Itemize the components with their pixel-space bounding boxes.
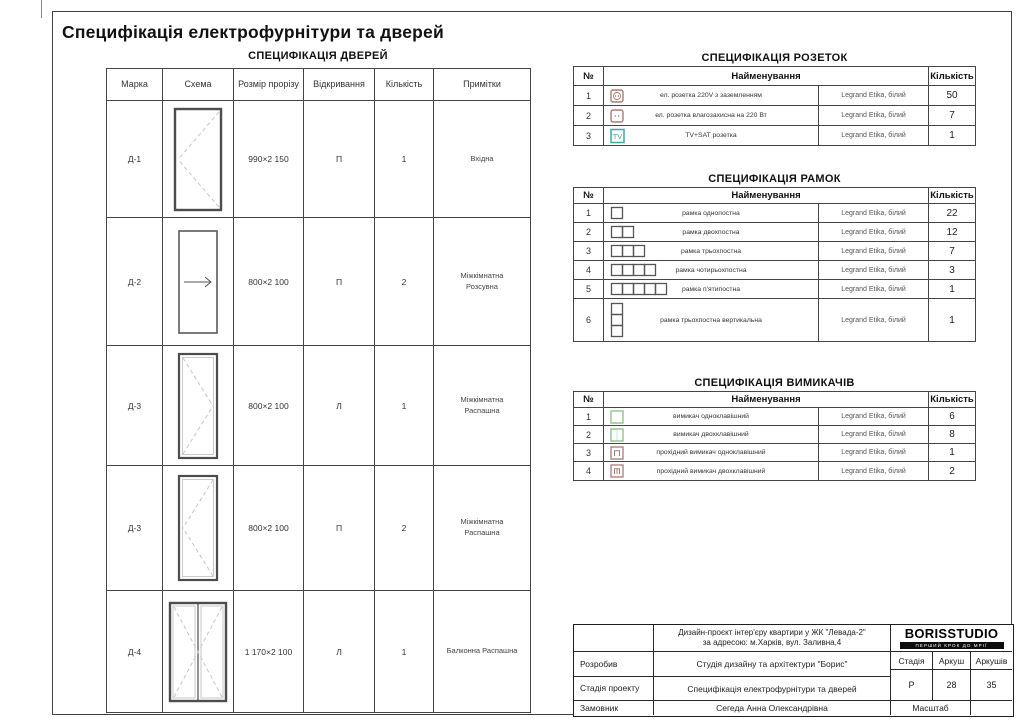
switches-col-name: Найменування xyxy=(604,392,929,408)
socket-row-desc: ел. розетка влагозахисна на 220 Вт xyxy=(604,106,819,126)
door-qty: 1 xyxy=(375,591,434,713)
door-opening: П xyxy=(304,466,375,591)
switch-row-brand: Legrand Etika, білий xyxy=(819,444,929,462)
socket-grounded-icon xyxy=(610,89,624,103)
client-label: Замовник xyxy=(574,701,654,715)
switch-row-brand: Legrand Etika, білий xyxy=(819,408,929,426)
frame-5-gang-icon xyxy=(610,282,668,296)
switch-row-desc: прохідний вимикач двохклавішний xyxy=(604,462,819,481)
frame-row-desc: рамка двохпостна xyxy=(604,223,819,242)
door-mark: Д-2 xyxy=(107,218,163,346)
frames-col-num: № xyxy=(574,188,604,204)
switches-col-num: № xyxy=(574,392,604,408)
door-opening: Л xyxy=(304,591,375,713)
door-schema-hinged-apex-left-icon xyxy=(163,101,234,218)
frame-row-brand: Legrand Etika, білий xyxy=(819,261,929,280)
doors-col-mark: Марка xyxy=(107,69,163,101)
socket-row-qty: 1 xyxy=(929,126,976,146)
doors-col-qty: Кількість xyxy=(375,69,434,101)
frames-col-qty: Кількість xyxy=(929,188,976,204)
page-title: Специфікація електрофурнітури та дверей xyxy=(62,22,444,42)
frames-table xyxy=(573,187,976,342)
frame-row-brand: Legrand Etika, білий xyxy=(819,280,929,299)
socket-row-desc: TV TV+SAT розетка xyxy=(604,126,819,146)
frame-row-brand: Legrand Etika, білий xyxy=(819,204,929,223)
pass-switch-2-key-icon xyxy=(610,464,624,478)
frame-row-desc: рамка однопостна xyxy=(604,204,819,223)
stage-value: Р xyxy=(891,670,933,701)
switch-row-brand: Legrand Etika, білий xyxy=(819,462,929,481)
door-schema-sliding-arrow-icon xyxy=(163,218,234,346)
frame-row-num: 2 xyxy=(574,223,604,242)
doors-col-notes: Примітки xyxy=(434,69,531,101)
frame-1-gang-icon xyxy=(610,206,624,220)
sockets-col-name: Найменування xyxy=(604,67,929,86)
door-size: 800×2 100 xyxy=(234,346,304,466)
door-opening: Л xyxy=(304,346,375,466)
door-schema-double-leaf-icon xyxy=(163,591,234,713)
frame-row-qty: 1 xyxy=(929,280,976,299)
switch-1-key-icon xyxy=(610,410,624,424)
sockets-col-qty: Кількість xyxy=(929,67,976,86)
switch-row-num: 3 xyxy=(574,444,604,462)
doors-col-schema: Схема xyxy=(163,69,234,101)
doors-table-title: СПЕЦИФІКАЦІЯ ДВЕРЕЙ xyxy=(248,50,388,62)
door-qty: 1 xyxy=(375,101,434,218)
title-block xyxy=(573,624,1014,717)
frame-3-gang-vertical-icon xyxy=(610,302,624,338)
doors-col-opening: Відкривання xyxy=(304,69,375,101)
switch-row-num: 2 xyxy=(574,426,604,444)
doors-table xyxy=(106,68,531,713)
scale-value-empty xyxy=(971,701,1012,715)
frame-row-brand: Legrand Etika, білий xyxy=(819,242,929,261)
door-size: 990×2 150 xyxy=(234,101,304,218)
switches-col-qty: Кількість xyxy=(929,392,976,408)
switch-row-num: 1 xyxy=(574,408,604,426)
socket-row-qty: 50 xyxy=(929,86,976,106)
title-block-empty-cell xyxy=(574,625,654,652)
door-notes: Вхідна xyxy=(434,101,531,218)
door-qty: 2 xyxy=(375,466,434,591)
door-qty: 1 xyxy=(375,346,434,466)
studio-logo xyxy=(891,625,1012,652)
switch-row-desc: прохідний вимикач одноклавішний xyxy=(604,444,819,462)
switch-row-desc: вимикач одноклавішний xyxy=(604,408,819,426)
door-mark: Д-3 xyxy=(107,346,163,466)
frame-row-qty: 3 xyxy=(929,261,976,280)
door-notes: Міжкімнатна Распашна xyxy=(434,346,531,466)
socket-row-desc: ел. розетка 220V з заземленням xyxy=(604,86,819,106)
door-qty: 2 xyxy=(375,218,434,346)
sockets-table xyxy=(573,66,976,146)
door-opening: П xyxy=(304,101,375,218)
client-value: Сегеда Анна Олександрівна xyxy=(654,701,891,715)
developer-value: Студія дизайну та архітектури "Борис" xyxy=(654,652,891,677)
switches-table xyxy=(573,391,976,481)
svg-text:TV: TV xyxy=(612,131,623,141)
door-schema-hinged-apex-left-icon xyxy=(163,466,234,591)
frame-row-desc: рамка чотирьохпостна xyxy=(604,261,819,280)
studio-logo-name: BORISSTUDIO xyxy=(904,626,999,642)
frame-row-num: 1 xyxy=(574,204,604,223)
frame-2-gang-icon xyxy=(610,225,635,239)
door-mark: Д-4 xyxy=(107,591,163,713)
socket-row-brand: Legrand Etika, білий xyxy=(819,126,929,146)
socket-row-qty: 7 xyxy=(929,106,976,126)
frame-row-num: 3 xyxy=(574,242,604,261)
sockets-col-num: № xyxy=(574,67,604,86)
door-size: 800×2 100 xyxy=(234,466,304,591)
frame-row-num: 6 xyxy=(574,299,604,342)
switch-row-desc: вимикач двохклавішний xyxy=(604,426,819,444)
frame-row-qty: 12 xyxy=(929,223,976,242)
title-block-right xyxy=(891,625,1012,716)
frame-row-brand: Legrand Etika, білий xyxy=(819,299,929,342)
socket-row-brand: Legrand Etika, білий xyxy=(819,106,929,126)
frame-row-qty: 22 xyxy=(929,204,976,223)
tv-sat-icon xyxy=(610,128,625,143)
frame-3-gang-icon xyxy=(610,244,646,258)
stage-header: Стадія xyxy=(891,652,933,670)
crop-mark xyxy=(41,0,42,18)
developer-label: Розробив xyxy=(574,652,654,677)
switch-row-num: 4 xyxy=(574,462,604,481)
door-opening: П xyxy=(304,218,375,346)
stage-label: Стадія проекту xyxy=(574,677,654,701)
door-notes: Міжкімнатна Розсувна xyxy=(434,218,531,346)
scale-label: Масштаб xyxy=(891,701,971,715)
sheets-header: Аркушів xyxy=(971,652,1012,670)
sheet-header: Аркуш xyxy=(933,652,971,670)
socket-row-num: 2 xyxy=(574,106,604,126)
door-size: 800×2 100 xyxy=(234,218,304,346)
frame-row-qty: 1 xyxy=(929,299,976,342)
frame-row-desc: рамка п'ятипостна xyxy=(604,280,819,299)
door-mark: Д-3 xyxy=(107,466,163,591)
switch-row-brand: Legrand Etika, білий xyxy=(819,426,929,444)
door-notes: Балконна Распашна xyxy=(434,591,531,713)
switches-table-title: СПЕЦИФІКАЦІЯ ВИМИКАЧІВ xyxy=(694,377,855,389)
frames-col-name: Найменування xyxy=(604,188,929,204)
switch-row-qty: 2 xyxy=(929,462,976,481)
doors-col-size: Розмір прорізу xyxy=(234,69,304,101)
pass-switch-1-key-icon xyxy=(610,446,624,460)
frame-row-qty: 7 xyxy=(929,242,976,261)
project-description: Дизайн-проєкт інтер'єру квартири у ЖК "Левада-2" за адресою: м.Харків, вул. Заливна,4 xyxy=(654,625,891,652)
frame-row-desc: рамка трьохпостна вертикальна xyxy=(604,299,819,342)
studio-logo-tagline: ПЕРШИЙ КРОК ДО МРІЇ xyxy=(900,642,1004,649)
switch-row-qty: 1 xyxy=(929,444,976,462)
socket-moisture-icon xyxy=(610,109,624,123)
socket-row-num: 3 xyxy=(574,126,604,146)
socket-row-brand: Legrand Etika, білий xyxy=(819,86,929,106)
sockets-table-title: СПЕЦИФІКАЦІЯ РОЗЕТОК xyxy=(701,52,848,64)
frame-row-num: 5 xyxy=(574,280,604,299)
switch-row-qty: 6 xyxy=(929,408,976,426)
door-schema-hinged-apex-right-icon xyxy=(163,346,234,466)
switch-row-qty: 8 xyxy=(929,426,976,444)
door-mark: Д-1 xyxy=(107,101,163,218)
title-block-left xyxy=(574,625,891,716)
sheets-value: 35 xyxy=(971,670,1012,701)
frame-row-desc: рамка трьохпостна xyxy=(604,242,819,261)
sheet-value: 28 xyxy=(933,670,971,701)
frame-row-brand: Legrand Etika, білий xyxy=(819,223,929,242)
frame-row-num: 4 xyxy=(574,261,604,280)
door-size: 1 170×2 100 xyxy=(234,591,304,713)
door-notes: Міжкімнатна Распашна xyxy=(434,466,531,591)
switch-2-key-icon xyxy=(610,428,624,442)
document-title: Специфікація електрофурнітури та дверей xyxy=(654,677,891,701)
frame-4-gang-icon xyxy=(610,263,657,277)
socket-row-num: 1 xyxy=(574,86,604,106)
frames-table-title: СПЕЦИФІКАЦІЯ РАМОК xyxy=(708,173,841,185)
